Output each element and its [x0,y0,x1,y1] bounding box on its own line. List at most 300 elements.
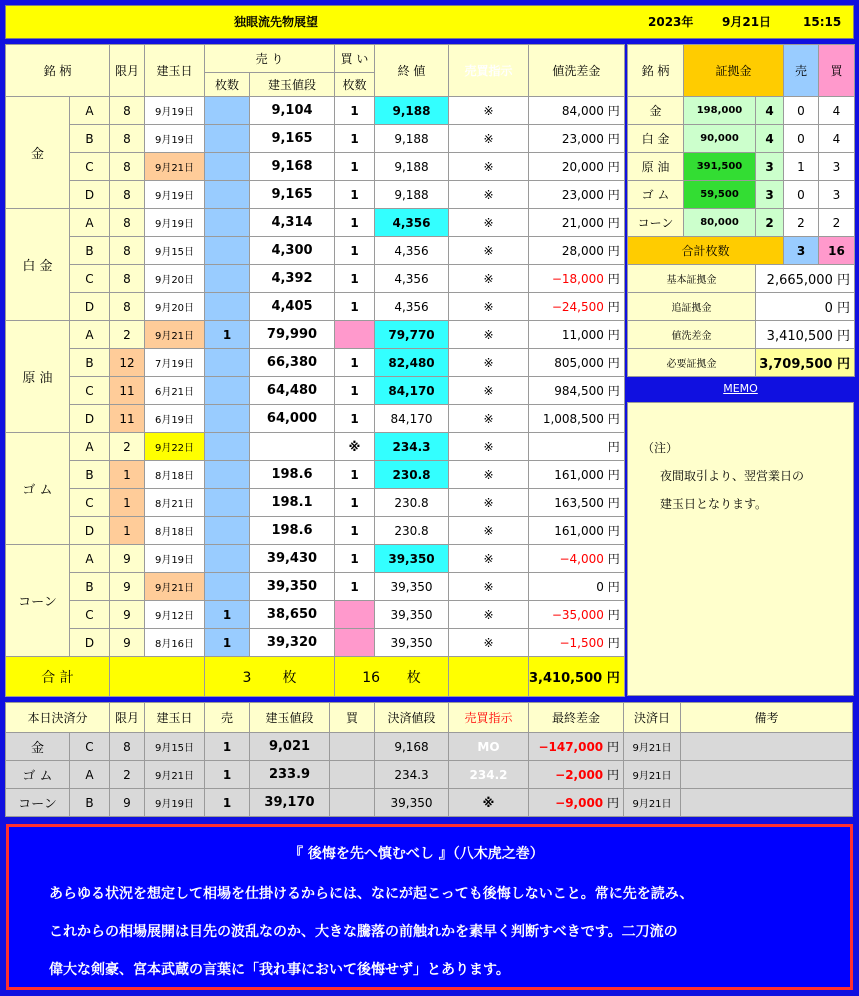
brand-name: コーン [6,545,70,657]
quote-line: これからの相場展開は目先の波乱なのか、大きな騰落の前触れかを素早く判断すべきです。二刀流の [49,924,678,940]
total-label: 合 計 [6,657,110,697]
settle-price: 9,168 [375,733,449,761]
side-header-sell: 売 [784,45,819,97]
contract-label: A [70,545,110,573]
open-date: 9月19日 [145,125,205,153]
settlement-row [6,789,853,817]
contract-label: C [70,265,110,293]
position-row [6,153,625,181]
settle-date: 9月21日 [624,789,681,817]
settle-remarks [681,733,853,761]
buy-count [335,601,375,629]
header-buy: 買 い [335,45,375,73]
signal-cell: ※ [449,433,529,461]
wash-label: 値洗差金 [628,321,756,349]
buy-count: 1 [335,461,375,489]
quote-line: 偉大な剣豪、宮本武蔵の言葉に「我れ事において後悔せず」とあります。 [49,962,510,978]
margin-sell: 0 [784,125,819,153]
position-row [6,265,625,293]
contract-month: 8 [110,153,145,181]
sell-count [205,405,250,433]
position-row [6,601,625,629]
diff-value: 20,000 円 [529,153,625,181]
count-buy: 16 [819,237,855,265]
close-price: 84,170 [375,377,449,405]
open-price [250,433,335,461]
diff-value: −24,500 円 [529,293,625,321]
margin-row [628,153,855,181]
contract-month: 2 [110,321,145,349]
page-title: 独眼流先物展望 [234,15,319,29]
contract-month: 9 [110,601,145,629]
margin-brand: ゴ ム [628,181,684,209]
side-header-brand: 銘 柄 [628,45,684,97]
position-row [6,573,625,601]
open-price: 4,314 [250,209,335,237]
settle-header: 売 [205,703,250,733]
settle-date: 9月21日 [624,733,681,761]
settle-header: 建玉日 [145,703,205,733]
contract-month: 8 [110,181,145,209]
open-price: 4,405 [250,293,335,321]
contract-month: 9 [110,629,145,657]
position-row [6,377,625,405]
diff-value: 161,000 円 [529,517,625,545]
position-row [6,433,625,461]
settle-open-date: 9月19日 [145,789,205,817]
position-row [6,125,625,153]
side-header-margin: 証拠金 [684,45,784,97]
side-header-buy: 買 [819,45,855,97]
open-price: 4,300 [250,237,335,265]
signal-cell: ※ [449,237,529,265]
sell-count [205,181,250,209]
close-price: 39,350 [375,545,449,573]
signal-cell: ※ [449,125,529,153]
settle-header: 売買指示 [449,703,529,733]
sell-count [205,209,250,237]
margin-brand: 原 油 [628,153,684,181]
position-row [6,209,625,237]
margin-row [628,97,855,125]
open-date: 9月20日 [145,265,205,293]
open-date: 9月21日 [145,573,205,601]
contract-month: 9 [110,573,145,601]
open-date: 9月19日 [145,97,205,125]
settle-price: 39,350 [375,789,449,817]
settle-open-price: 233.9 [250,761,330,789]
open-price: 198.1 [250,489,335,517]
sell-count: 1 [205,629,250,657]
margin-amount: 198,000 [684,97,756,125]
margin-count: 4 [756,125,784,153]
settle-label: A [70,761,110,789]
margin-sell: 1 [784,153,819,181]
open-price: 198.6 [250,517,335,545]
header-sell-count: 枚数 [205,73,250,97]
buy-count: 1 [335,153,375,181]
contract-month: 8 [110,293,145,321]
settle-label: B [70,789,110,817]
settle-open-price: 9,021 [250,733,330,761]
signal-cell: ※ [449,629,529,657]
contract-month: 8 [110,125,145,153]
buy-count: 1 [335,265,375,293]
buy-count: 1 [335,97,375,125]
open-price: 9,165 [250,125,335,153]
contract-month: 12 [110,349,145,377]
close-price: 4,356 [375,265,449,293]
margin-brand: 金 [628,97,684,125]
open-date: 9月21日 [145,321,205,349]
sell-count [205,97,250,125]
margin-sell: 0 [784,181,819,209]
signal-cell: ※ [449,349,529,377]
open-price: 39,320 [250,629,335,657]
signal-cell: ※ [449,405,529,433]
diff-value: 805,000 円 [529,349,625,377]
diff-value: 円 [529,433,625,461]
signal-cell: ※ [449,545,529,573]
contract-label: A [70,433,110,461]
margin-count: 3 [756,181,784,209]
sell-count [205,545,250,573]
sell-count [205,573,250,601]
close-price: 39,350 [375,601,449,629]
settle-header: 建玉値段 [250,703,330,733]
contract-label: A [70,321,110,349]
margin-buy: 2 [819,209,855,237]
signal-cell: ※ [449,153,529,181]
open-price: 66,380 [250,349,335,377]
sell-count [205,489,250,517]
brand-name: 白 金 [6,209,70,321]
wash-value: 3,410,500 円 [756,321,855,349]
open-price: 64,480 [250,377,335,405]
brand-name: 金 [6,97,70,209]
open-date: 9月22日 [145,433,205,461]
need-value: 3,709,500 円 [756,349,855,377]
buy-count: 1 [335,517,375,545]
settlement-row [6,761,853,789]
contract-label: C [70,153,110,181]
diff-value: 163,500 円 [529,489,625,517]
buy-count: 1 [335,545,375,573]
settle-sell: 1 [205,733,250,761]
open-date: 9月20日 [145,293,205,321]
open-date: 9月19日 [145,209,205,237]
close-price: 9,188 [375,125,449,153]
buy-count: 1 [335,573,375,601]
margin-row [628,181,855,209]
close-price: 9,188 [375,153,449,181]
total-buy: 16 枚 [335,657,449,697]
quote-title: 『 後悔を先へ慎むべし 』（八木虎之巻） [289,846,544,862]
buy-count: 1 [335,489,375,517]
memo-header [627,378,854,400]
margin-buy: 3 [819,153,855,181]
close-price: 9,188 [375,97,449,125]
buy-count: 1 [335,209,375,237]
sell-count [205,377,250,405]
open-price: 4,392 [250,265,335,293]
title-bar [5,5,854,39]
diff-value: 984,500 円 [529,377,625,405]
close-price: 79,770 [375,321,449,349]
close-price: 230.8 [375,489,449,517]
contract-label: C [70,489,110,517]
contract-label: B [70,237,110,265]
open-date: 9月21日 [145,153,205,181]
settle-date: 9月21日 [624,761,681,789]
sell-count [205,349,250,377]
signal-cell: ※ [449,517,529,545]
header-price: 建玉値段 [250,73,335,97]
settle-final: −2,000 円 [529,761,624,789]
open-date: 6月21日 [145,377,205,405]
open-date: 8月18日 [145,461,205,489]
buy-count: 1 [335,293,375,321]
sell-count [205,293,250,321]
contract-label: C [70,377,110,405]
open-date: 8月16日 [145,629,205,657]
memo-note: （注） [642,441,679,455]
signal-cell: ※ [449,265,529,293]
buy-count: 1 [335,349,375,377]
add-value: 0 円 [756,293,855,321]
buy-count: 1 [335,125,375,153]
settle-price: 234.3 [375,761,449,789]
position-row [6,629,625,657]
diff-value: −18,000 円 [529,265,625,293]
buy-count: ※ [335,433,375,461]
position-row [6,237,625,265]
margin-amount: 391,500 [684,153,756,181]
buy-count: 1 [335,405,375,433]
buy-count: 1 [335,377,375,405]
date-year: 2023年 [648,15,694,29]
position-row [6,461,625,489]
contract-month: 8 [110,97,145,125]
total-sell: 3 枚 [205,657,335,697]
quote-box [6,824,853,990]
contract-month: 8 [110,265,145,293]
margin-buy: 3 [819,181,855,209]
settle-final: −9,000 円 [529,789,624,817]
open-date: 8月18日 [145,517,205,545]
contract-month: 11 [110,377,145,405]
diff-value: −1,500 円 [529,629,625,657]
settle-brand: ゴ ム [6,761,70,789]
settle-signal: MO [449,733,529,761]
open-price: 39,430 [250,545,335,573]
header-sell: 売 り [205,45,335,73]
sell-count [205,265,250,293]
open-price: 9,165 [250,181,335,209]
contract-label: D [70,181,110,209]
open-price: 79,990 [250,321,335,349]
open-price: 198.6 [250,461,335,489]
open-date: 6月19日 [145,405,205,433]
margin-buy: 4 [819,125,855,153]
sell-count: 1 [205,321,250,349]
memo-box [627,402,854,696]
quote-line: あらゆる状況を想定して相場を仕掛けるからには、なにが起こっても後悔しないこと。常に先を読み、 [49,886,694,902]
header-diff: 値洗差金 [529,45,625,97]
contract-label: C [70,601,110,629]
sell-count [205,125,250,153]
open-price: 39,350 [250,573,335,601]
buy-count [335,629,375,657]
header-signal: 売買指示 [449,45,529,97]
contract-label: A [70,209,110,237]
margin-panel [627,44,855,377]
position-row [6,181,625,209]
close-price: 234.3 [375,433,449,461]
settle-buy [330,761,375,789]
diff-value: −4,000 円 [529,545,625,573]
open-date: 8月21日 [145,489,205,517]
date-month-day: 9月21日 [722,15,772,29]
margin-brand: コーン [628,209,684,237]
signal-cell: ※ [449,461,529,489]
header-month: 限月 [110,45,145,97]
signal-cell: ※ [449,293,529,321]
settle-sell: 1 [205,789,250,817]
diff-value: −35,000 円 [529,601,625,629]
signal-cell: ※ [449,321,529,349]
settle-header: 備考 [681,703,853,733]
open-price: 9,104 [250,97,335,125]
margin-row [628,125,855,153]
signal-cell: ※ [449,377,529,405]
position-row [6,321,625,349]
contract-month: 1 [110,517,145,545]
margin-brand: 白 金 [628,125,684,153]
open-date: 9月15日 [145,237,205,265]
settle-buy [330,789,375,817]
sell-count [205,237,250,265]
settle-month: 8 [110,733,145,761]
open-price: 38,650 [250,601,335,629]
settle-brand: 金 [6,733,70,761]
margin-amount: 59,500 [684,181,756,209]
close-price: 84,170 [375,405,449,433]
contract-label: B [70,461,110,489]
memo-line: 夜間取引より、翌営業日の [660,469,805,483]
buy-count: 1 [335,181,375,209]
basic-label: 基本証拠金 [628,265,756,293]
position-row [6,97,625,125]
contract-label: A [70,97,110,125]
settle-header: 決済日 [624,703,681,733]
open-date: 9月19日 [145,181,205,209]
contract-month: 11 [110,405,145,433]
close-price: 230.8 [375,517,449,545]
settle-signal: ※ [449,789,529,817]
settle-label: C [70,733,110,761]
diff-value: 23,000 円 [529,181,625,209]
settle-month: 2 [110,761,145,789]
signal-cell: ※ [449,181,529,209]
margin-sell: 0 [784,97,819,125]
contract-label: D [70,517,110,545]
contract-label: D [70,405,110,433]
count-sell: 3 [784,237,819,265]
contract-label: B [70,125,110,153]
diff-value: 84,000 円 [529,97,625,125]
header-close: 終 値 [375,45,449,97]
contract-month: 2 [110,433,145,461]
add-label: 追証拠金 [628,293,756,321]
close-price: 9,188 [375,181,449,209]
settlement-table [5,702,853,817]
sell-count [205,433,250,461]
basic-value: 2,665,000 円 [756,265,855,293]
settle-header: 買 [330,703,375,733]
settle-final: −147,000 円 [529,733,624,761]
settle-remarks [681,789,853,817]
diff-value: 21,000 円 [529,209,625,237]
position-row [6,349,625,377]
diff-value: 0 円 [529,573,625,601]
settle-header: 本日決済分 [6,703,110,733]
margin-amount: 80,000 [684,209,756,237]
margin-sell: 2 [784,209,819,237]
settle-header: 決済値段 [375,703,449,733]
sell-count [205,461,250,489]
open-date: 9月19日 [145,545,205,573]
settlement-panel [5,702,853,817]
contract-label: D [70,293,110,321]
settle-brand: コーン [6,789,70,817]
memo-line: 建玉日となります。 [660,497,768,511]
settle-sell: 1 [205,761,250,789]
contract-label: D [70,629,110,657]
signal-cell: ※ [449,489,529,517]
contract-month: 8 [110,237,145,265]
memo-link[interactable]: MEMO [723,382,758,395]
positions-panel [5,44,625,697]
close-price: 39,350 [375,629,449,657]
settle-open-date: 9月15日 [145,733,205,761]
close-price: 4,356 [375,293,449,321]
settle-header: 最終差金 [529,703,624,733]
margin-buy: 4 [819,97,855,125]
margin-table [627,44,855,377]
margin-row [628,209,855,237]
close-price: 230.8 [375,461,449,489]
contract-month: 8 [110,209,145,237]
total-row [6,657,625,697]
close-price: 82,480 [375,349,449,377]
open-date: 7月19日 [145,349,205,377]
time: 15:15 [803,15,842,29]
diff-value: 161,000 円 [529,461,625,489]
open-date: 9月12日 [145,601,205,629]
close-price: 4,356 [375,209,449,237]
close-price: 39,350 [375,573,449,601]
signal-cell: ※ [449,97,529,125]
settle-month: 9 [110,789,145,817]
contract-label: B [70,573,110,601]
contract-month: 1 [110,461,145,489]
settle-remarks [681,761,853,789]
close-price: 4,356 [375,237,449,265]
diff-value: 1,008,500 円 [529,405,625,433]
positions-table [5,44,625,697]
margin-amount: 90,000 [684,125,756,153]
